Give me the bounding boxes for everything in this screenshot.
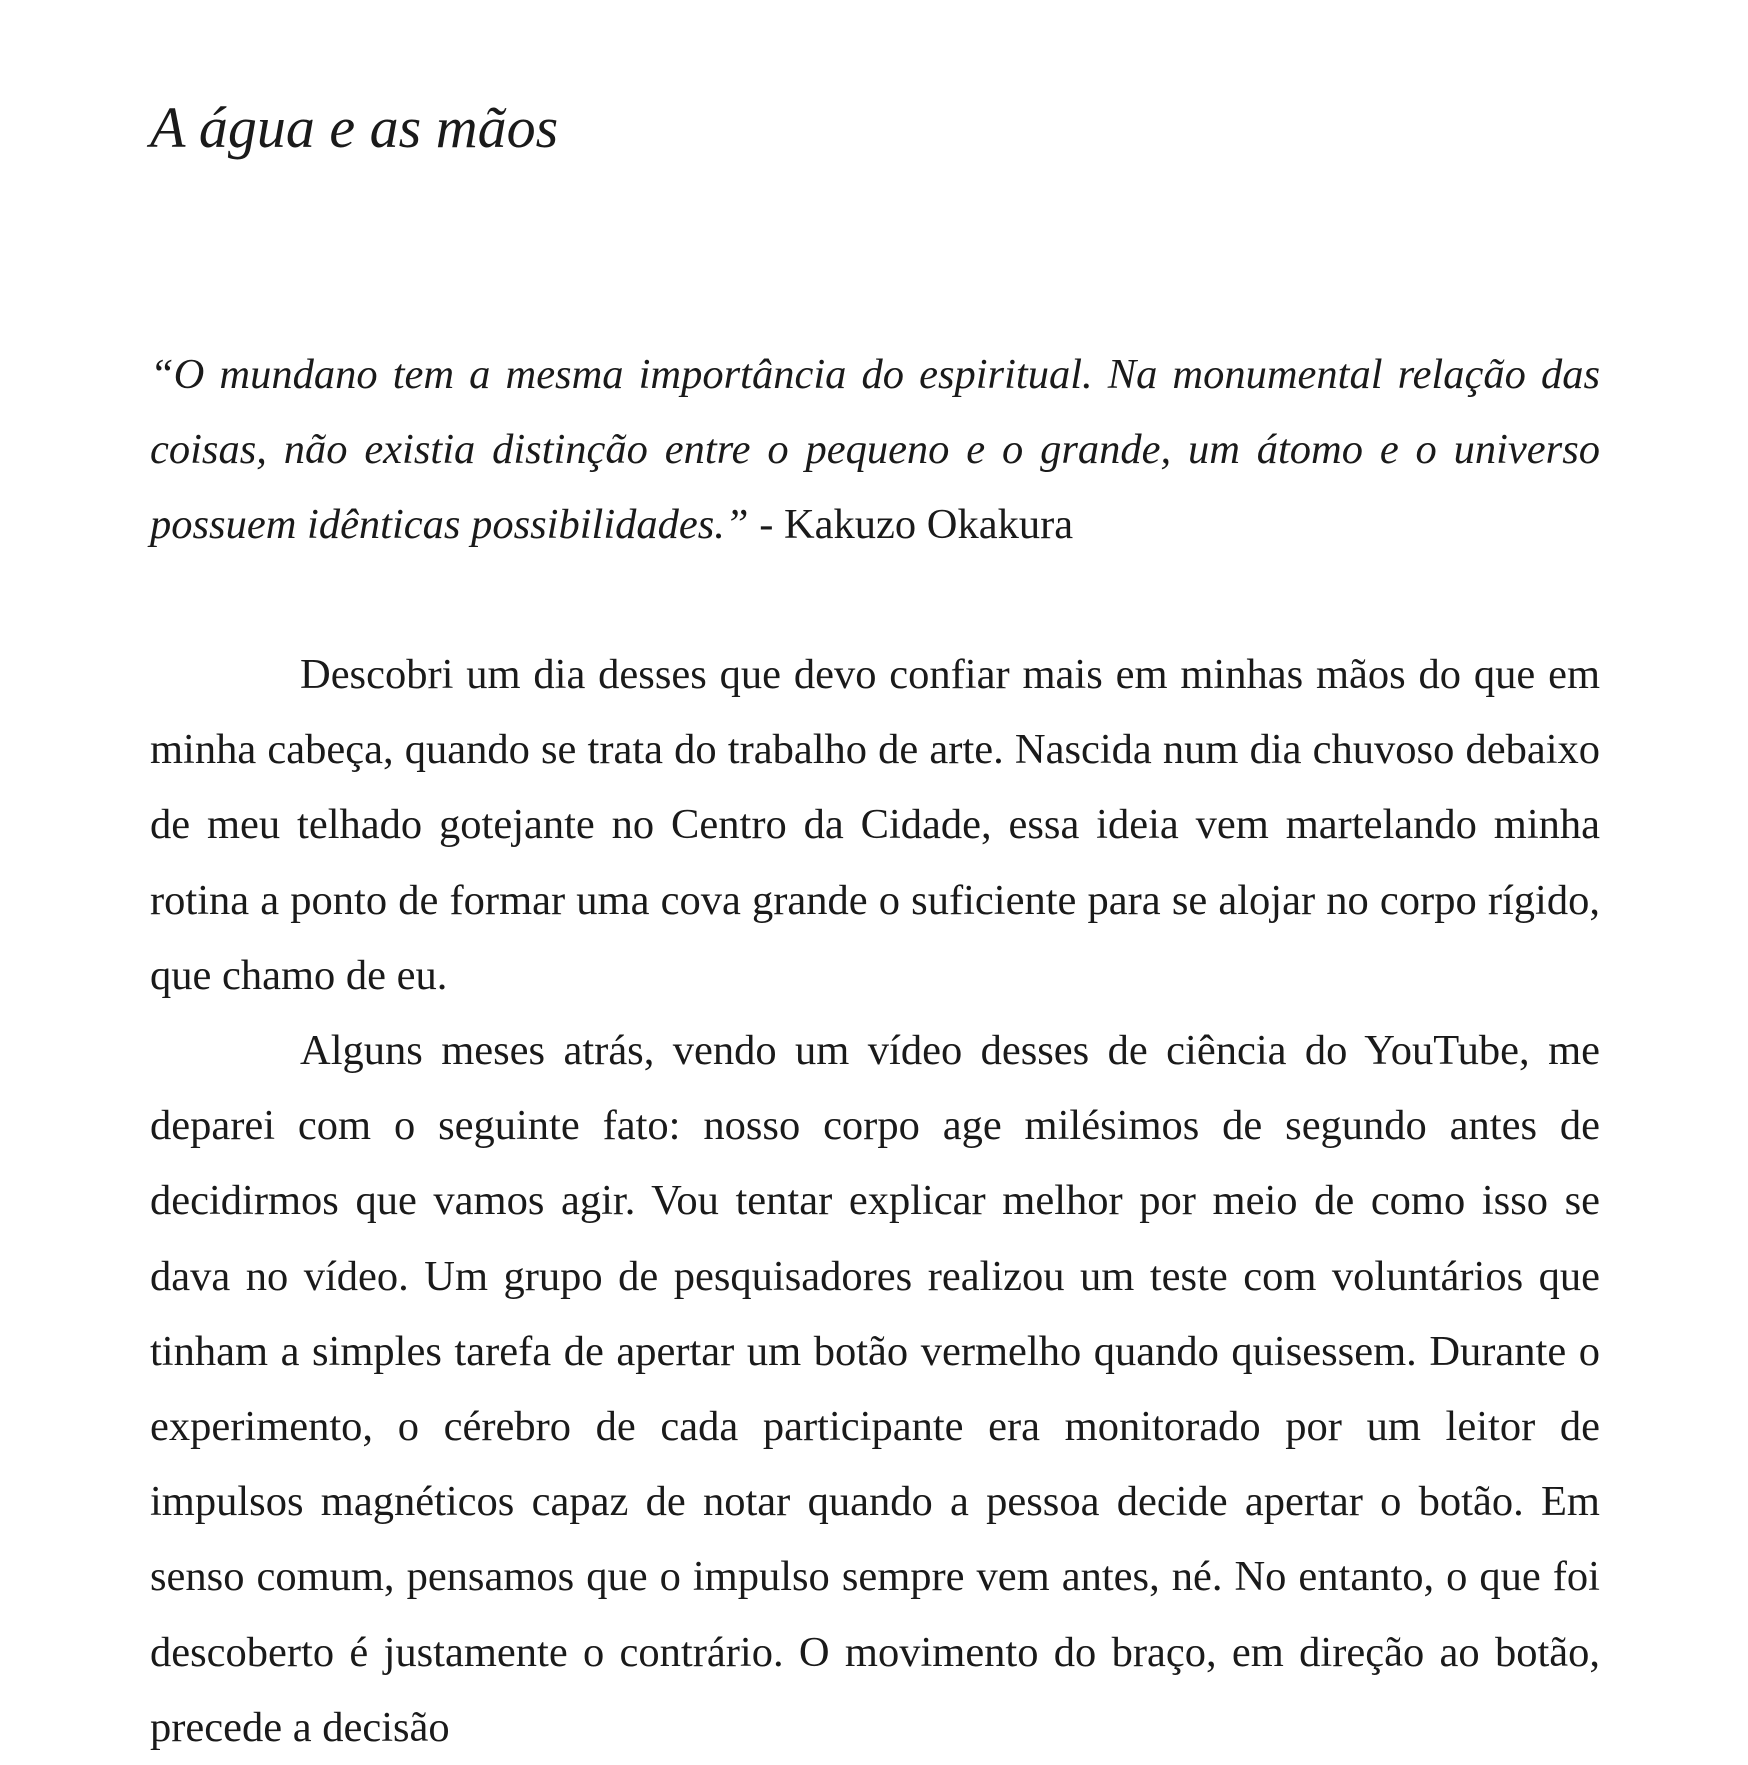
body-text xyxy=(150,637,1600,1765)
body-paragraph: Alguns meses atrás, vendo um vídeo desses de ciência do YouTube, me deparei com o seguinte fato: nosso corpo age milésimos de segundo antes de decidirmos que vamos agir. Vou tentar explicar melhor por meio de como isso se dava no vídeo. Um grupo de pesquisadores realizou um teste com voluntários que tinham a simples tarefa de apertar um botão vermelho quando quisessem. Durante o experimento, o cérebro de cada participante era monitorado por um leitor de impulsos magnéticos capaz de notar quando a pessoa decide apertar o botão. Em senso comum, pensamos que o impulso sempre vem antes, né. No entanto, o que foi descoberto é justamente o contrário. O movimento do braço, em direção ao botão, precede a decisão xyxy=(150,1027,1600,1751)
book-page xyxy=(150,0,1600,1751)
epigraph-attribution: - Kakuzo Okakura xyxy=(748,501,1074,548)
chapter-title: A água e as mãos xyxy=(150,95,559,160)
body-paragraph: Descobri um dia desses que devo confiar mais em minhas mãos do que em minha cabeça, quando se trata do trabalho de arte. Nascida num dia chuvoso debaixo de meu telhado gotejante no Centro da Cidade, essa ideia vem martelando minha rotina a ponto de formar uma cova grande o suficiente para se alojar no corpo rígido, que chamo de eu. xyxy=(150,651,1600,999)
epigraph-quote: “O mundano tem a mesma importância do espiritual. Na monumental relação das coisas, não existia distinção entre o pequeno e o grande, um átomo e o universo possuem idênticas possibilidades.” xyxy=(150,351,1600,548)
epigraph xyxy=(150,337,1600,562)
